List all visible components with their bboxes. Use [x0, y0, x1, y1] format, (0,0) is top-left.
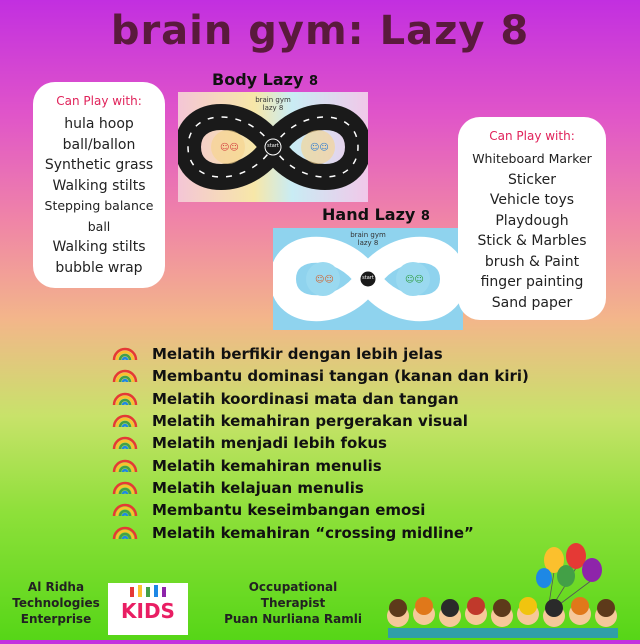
hand-play-item: Vehicle toys: [489, 192, 575, 208]
body-play-panel: [33, 82, 165, 288]
hand-play-panel: [458, 117, 606, 320]
svg-text:☺☺: ☺☺: [310, 143, 329, 153]
rainbow-icon: [112, 414, 138, 428]
hand-lazy8-board: [273, 228, 463, 330]
rainbow-icon: [112, 481, 138, 495]
svg-text:☺☺: ☺☺: [220, 143, 239, 153]
company-line: Al Ridha: [27, 580, 85, 594]
hand-board-start: start: [362, 275, 374, 281]
svg-text:☺☺: ☺☺: [315, 275, 334, 285]
hand-play-item: Whiteboard Marker: [472, 151, 592, 166]
body-play-item: hula hoop: [64, 116, 134, 132]
benefit-text: Melatih kemahiran pergerakan visual: [152, 412, 468, 431]
company-name: [6, 579, 106, 627]
benefit-item: [112, 477, 612, 499]
benefit-text: Membantu keseimbangan emosi: [152, 501, 426, 520]
rainbow-icon: [112, 526, 138, 540]
benefit-text: Melatih kelajuan menulis: [152, 478, 364, 497]
body-play-item: Walking stilts: [52, 239, 146, 255]
benefit-text: Melatih menjadi lebih fokus: [152, 434, 387, 453]
hand-play-heading: Can Play with:: [489, 129, 575, 143]
hand-board-label: brain gym lazy 8: [350, 231, 386, 247]
body-play-item: Stepping balance ball: [44, 198, 154, 234]
hand-play-item: Sticker: [508, 171, 556, 188]
benefit-text: Membantu dominasi tangan (kanan dan kiri): [152, 367, 529, 386]
benefit-text: Melatih kemahiran “crossing midline”: [152, 523, 474, 542]
body-play-item: bubble wrap: [55, 259, 143, 276]
body-board-label: brain gym lazy 8: [255, 96, 291, 112]
page-title: brain gym: Lazy 8: [110, 8, 530, 54]
body-play-item: Synthetic grass: [44, 157, 154, 173]
company-line: Enterprise: [20, 612, 92, 626]
benefit-item: [112, 499, 612, 521]
body-play-heading: Can Play with:: [56, 94, 142, 108]
therapist-line: Therapist: [260, 596, 326, 610]
body-board-start: start: [267, 143, 279, 149]
body-lazy8-caption: [212, 70, 318, 89]
benefits-list: [112, 343, 612, 544]
body-lazy8-board: [178, 92, 368, 202]
hand-lazy8-caption-num: 8: [420, 209, 430, 224]
body-play-item: ball/ballon: [62, 136, 136, 153]
body-lazy8-caption-num: 8: [308, 74, 318, 89]
hand-lazy8-caption: [322, 205, 430, 224]
benefit-item: [112, 343, 612, 365]
rainbow-icon: [112, 459, 138, 473]
rainbow-icon: [112, 347, 138, 361]
hand-play-item: brush & Paint: [484, 253, 580, 270]
kids-logo-text: KIDS: [121, 599, 175, 623]
kids-illustration: [378, 540, 640, 640]
therapist-line: Puan Nurliana Ramli: [224, 612, 362, 626]
benefit-item: [112, 365, 612, 387]
hand-play-item: Stick & Marbles: [477, 233, 587, 249]
hand-play-item: Sand paper: [491, 294, 573, 311]
body-lazy8-caption-text: Body Lazy: [212, 70, 304, 89]
hand-play-item: Playdough: [495, 212, 569, 229]
hand-lazy8-caption-text: Hand Lazy: [322, 205, 416, 224]
therapist-line: Occupational: [248, 580, 338, 594]
rainbow-icon: [112, 436, 138, 450]
benefit-item: [112, 432, 612, 454]
body-play-item: Walking stilts: [52, 177, 146, 194]
company-line: Technologies: [12, 596, 100, 610]
benefit-item: [112, 388, 612, 410]
kids-logo: [108, 583, 188, 635]
benefit-item: [112, 410, 612, 432]
rainbow-icon: [112, 503, 138, 517]
rainbow-icon: [112, 392, 138, 406]
rainbow-icon: [112, 369, 138, 383]
benefit-text: Melatih koordinasi mata dan tangan: [152, 389, 459, 408]
benefit-text: Melatih kemahiran menulis: [152, 456, 382, 475]
therapist-info: [218, 579, 368, 627]
benefit-text: Melatih berfikir dengan lebih jelas: [152, 345, 443, 364]
benefit-item: [112, 454, 612, 476]
svg-text:☺☺: ☺☺: [405, 275, 424, 285]
hand-play-item: finger painting: [480, 274, 584, 290]
kids-balloons-icon: [378, 540, 640, 640]
